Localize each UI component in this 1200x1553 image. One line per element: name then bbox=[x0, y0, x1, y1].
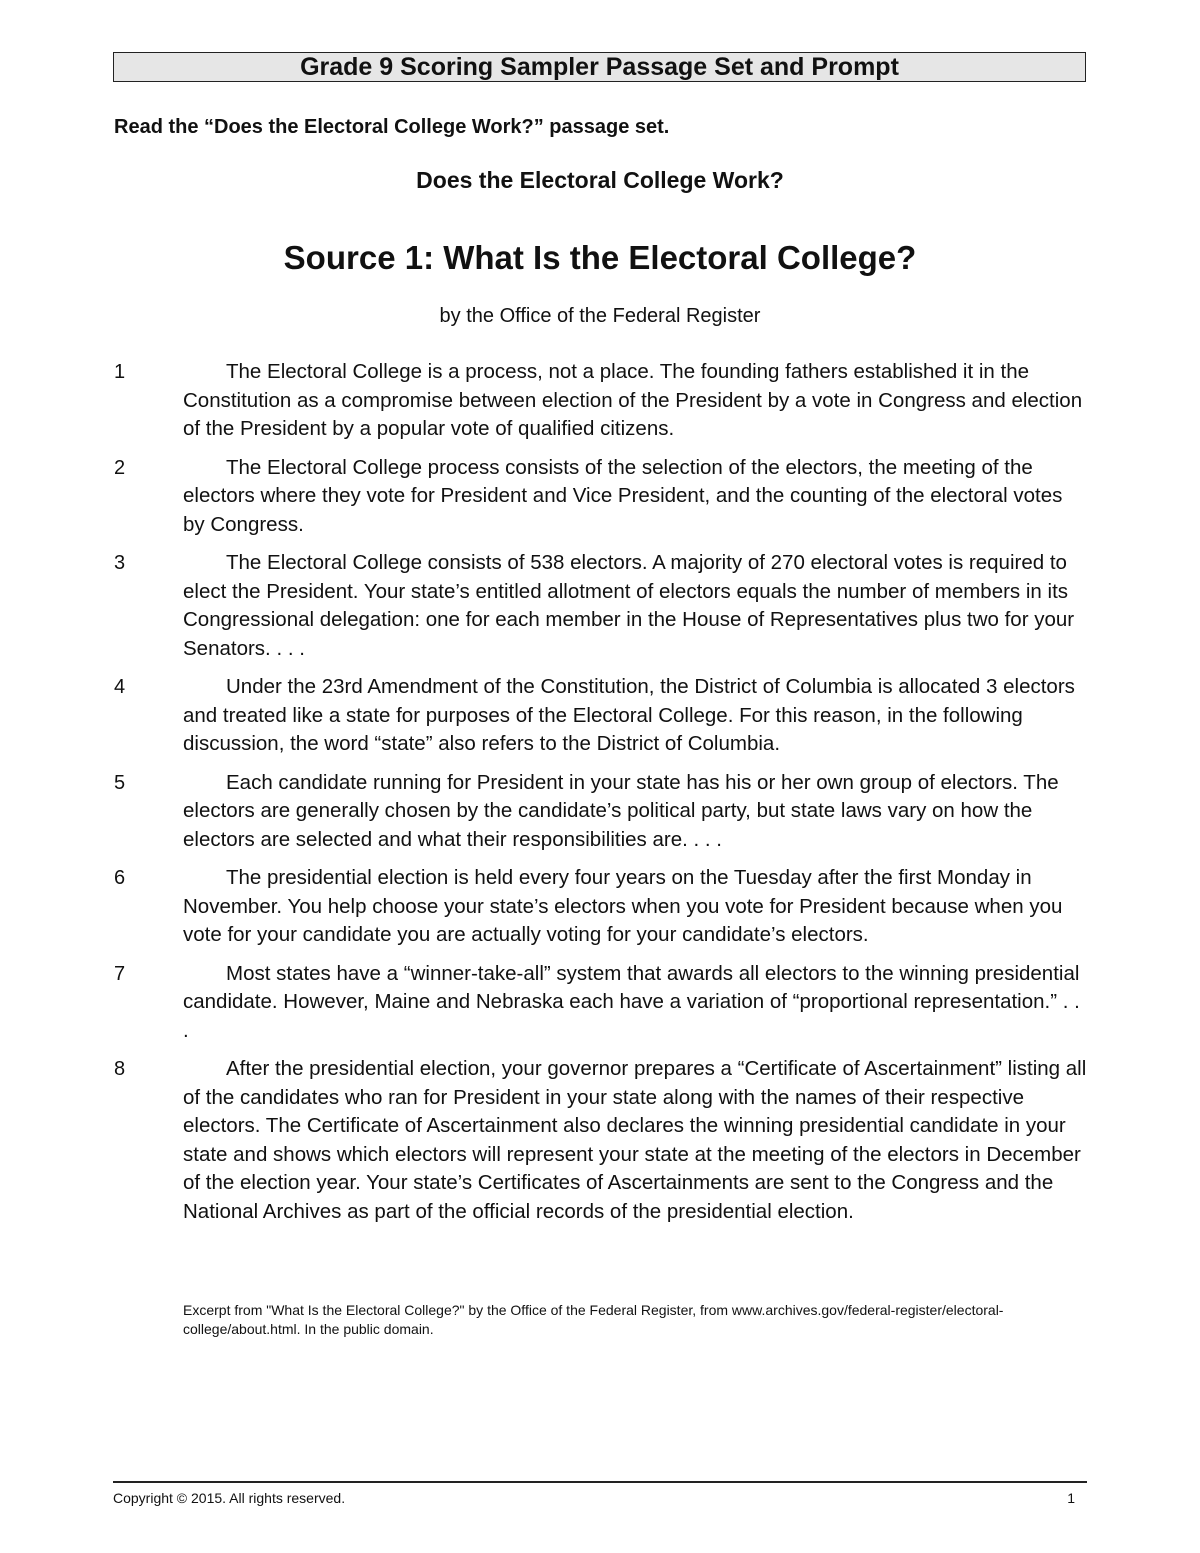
paragraph-text: The Electoral College is a process, not a place. The founding fathers established it in the Constitution as a compromise between election of the President by a vote in Congress and election of the President by a popular vote of qualified citizens. bbox=[183, 360, 1083, 440]
paragraph bbox=[114, 358, 1089, 444]
paragraph bbox=[114, 454, 1089, 540]
paragraph bbox=[114, 549, 1089, 663]
paragraph-text: The presidential election is held every four years on the Tuesday after the first Monday in November. You help choose your state’s electors when you vote for President because when you vote for your candidate you are actually voting for your candidate’s electors. bbox=[183, 866, 1063, 946]
copyright-notice: Copyright © 2015. All rights reserved. bbox=[113, 1490, 346, 1506]
paragraph-text: Under the 23rd Amendment of the Constitution, the District of Columbia is allocated 3 electors and treated like a state for purposes of the Electoral College. For this reason, in the following discussion, the word “state” also refers to the District of Columbia. bbox=[183, 675, 1075, 755]
paragraph bbox=[114, 769, 1089, 855]
passage-body bbox=[114, 358, 1089, 1236]
paragraph-text: The Electoral College process consists of the selection of the electors, the meeting of the electors where they vote for President and Vice President, and the counting of the electoral votes by Congress. bbox=[183, 455, 1063, 536]
paragraph-number: 4 bbox=[114, 676, 126, 698]
header-title: Grade 9 Scoring Sampler Passage Set and Prompt bbox=[300, 53, 899, 81]
footer-divider bbox=[113, 1481, 1087, 1483]
paragraph-text: Each candidate running for President in your state has his or her own group of electors. The electors are generally chosen by the candidate’s political party, but state laws vary on how the electors are selected and what their responsibilities are. . . . bbox=[183, 770, 1059, 851]
paragraph-number: 6 bbox=[114, 867, 126, 889]
paragraph bbox=[114, 864, 1089, 950]
paragraph-number: 7 bbox=[114, 962, 126, 985]
paragraph-text: The Electoral College consists of 538 electors. A majority of 270 electoral votes is required to elect the President. Your state’s entitled allotment of electors equals the number of members in its Congressional delegation: one for each member in the House of Representatives plus two for your Senators. . . . bbox=[183, 551, 1075, 660]
paragraph bbox=[114, 1055, 1089, 1226]
paragraph bbox=[114, 673, 1089, 759]
paragraph-text: Most states have a “winner-take-all” system that awards all electors to the winning presidential candidate. However, Maine and Nebraska each have a variation of “proportional representation.” . . . bbox=[183, 961, 1080, 1042]
paragraph-number: 1 bbox=[114, 361, 126, 383]
paragraph-number: 8 bbox=[114, 1058, 126, 1080]
paragraph-number: 5 bbox=[114, 771, 126, 794]
source-byline: by the Office of the Federal Register bbox=[439, 305, 761, 327]
paragraph-text: After the presidential election, your governor prepares a “Certificate of Ascertainment” listing all of the candidates who ran for President in your state along with the names of their respective electors. The Certificate of Ascertainment also declares the winning presidential candidate in your state and shows which electors will represent your state at the meeting of the electors in December of the election year. Your state’s Certificates of Ascertainments are sent to the Congress and the National Archives as part of the official records of the presidential election. bbox=[183, 1057, 1087, 1223]
paragraph bbox=[114, 960, 1089, 1046]
source-citation: Excerpt from "What Is the Electoral College?" by the Office of the Federal Register, from www.archives.gov/federal-register/electoral-college/about.html. In the public domain. bbox=[183, 1302, 1004, 1337]
page-number: 1 bbox=[1067, 1490, 1075, 1506]
paragraph-number: 3 bbox=[114, 552, 126, 574]
reading-instruction: Read the “Does the Electoral College Work?” passage set. bbox=[114, 116, 670, 138]
passage-set-title: Does the Electoral College Work? bbox=[416, 167, 784, 193]
source-title: Source 1: What Is the Electoral College? bbox=[283, 239, 917, 276]
paragraph-number: 2 bbox=[114, 456, 126, 479]
document-header bbox=[113, 52, 1086, 82]
